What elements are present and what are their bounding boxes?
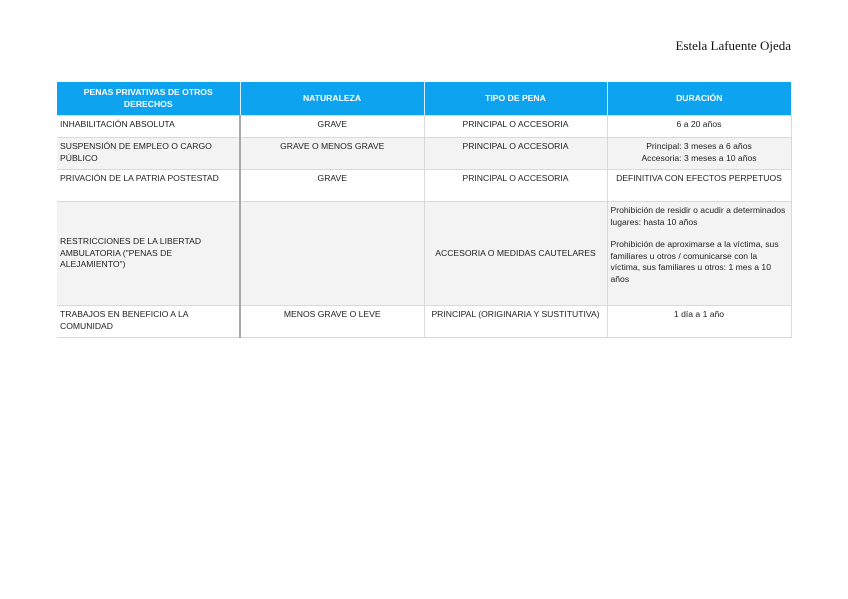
cell-tipo: PRINCIPAL O ACCESORIA — [424, 138, 607, 170]
cell-duracion — [607, 116, 791, 138]
cell-pena: RESTRICCIONES DE LA LIBERTAD AMBULATORIA ("PENAS DE ALEJAMIENTO") — [57, 202, 240, 306]
cell-duracion — [607, 170, 791, 202]
cell-duracion — [607, 306, 791, 338]
header-tipo: TIPO DE PENA — [424, 82, 607, 116]
duracion-line: Prohibición de aproximarse a la víctima, sus familiares u otros / comunicarse con la víctima, sus familiares u otros: 1 mes a 10 años — [610, 239, 779, 284]
table-row — [57, 138, 791, 170]
cell-duracion — [607, 138, 791, 170]
cell-pena: PRIVACIÓN DE LA PATRIA POSTESTAD — [57, 170, 240, 202]
duracion-line: 6 a 20 años — [676, 119, 722, 129]
cell-tipo: PRINCIPAL O ACCESORIA — [424, 170, 607, 202]
table-row — [57, 306, 791, 338]
cell-tipo: ACCESORIA O MEDIDAS CAUTELARES — [424, 202, 607, 306]
table-row — [57, 170, 791, 202]
header-duracion: DURACIÓN — [607, 82, 791, 116]
duracion-line: Prohibición de residir o acudir a determinados lugares: hasta 10 años — [610, 205, 786, 227]
cell-tipo: PRINCIPAL (ORIGINARIA Y SUSTITUTIVA) — [424, 306, 607, 338]
cell-naturaleza: GRAVE O MENOS GRAVE — [240, 138, 424, 170]
cell-naturaleza: GRAVE — [240, 170, 424, 202]
cell-pena: INHABILITACIÓN ABSOLUTA — [57, 116, 240, 138]
header-naturaleza: NATURALEZA — [240, 82, 424, 116]
cell-pena: SUSPENSIÓN DE EMPLEO O CARGO PÚBLICO — [57, 138, 240, 170]
penalties-table — [57, 82, 792, 338]
cell-naturaleza: GRAVE — [240, 116, 424, 138]
header-penas: PENAS PRIVATIVAS DE OTROS DERECHOS — [57, 82, 240, 116]
table-header-row — [57, 82, 791, 116]
cell-duracion — [607, 202, 791, 306]
duracion-line: Principal: 3 meses a 6 años — [646, 141, 752, 151]
duracion-line: Accesoria: 3 meses a 10 años — [641, 152, 757, 163]
table-row — [57, 202, 791, 306]
cell-tipo: PRINCIPAL O ACCESORIA — [424, 116, 607, 138]
author-name: Estela Lafuente Ojeda — [675, 38, 791, 53]
table-row — [57, 116, 791, 138]
cell-naturaleza — [240, 202, 424, 306]
duracion-line: 1 día a 1 año — [673, 309, 725, 319]
cell-pena: TRABAJOS EN BENEFICIO A LA COMUNIDAD — [57, 306, 240, 338]
cell-naturaleza: MENOS GRAVE O LEVE — [240, 306, 424, 338]
duracion-line: DEFINITIVA CON EFECTOS PERPETUOS — [616, 173, 782, 183]
